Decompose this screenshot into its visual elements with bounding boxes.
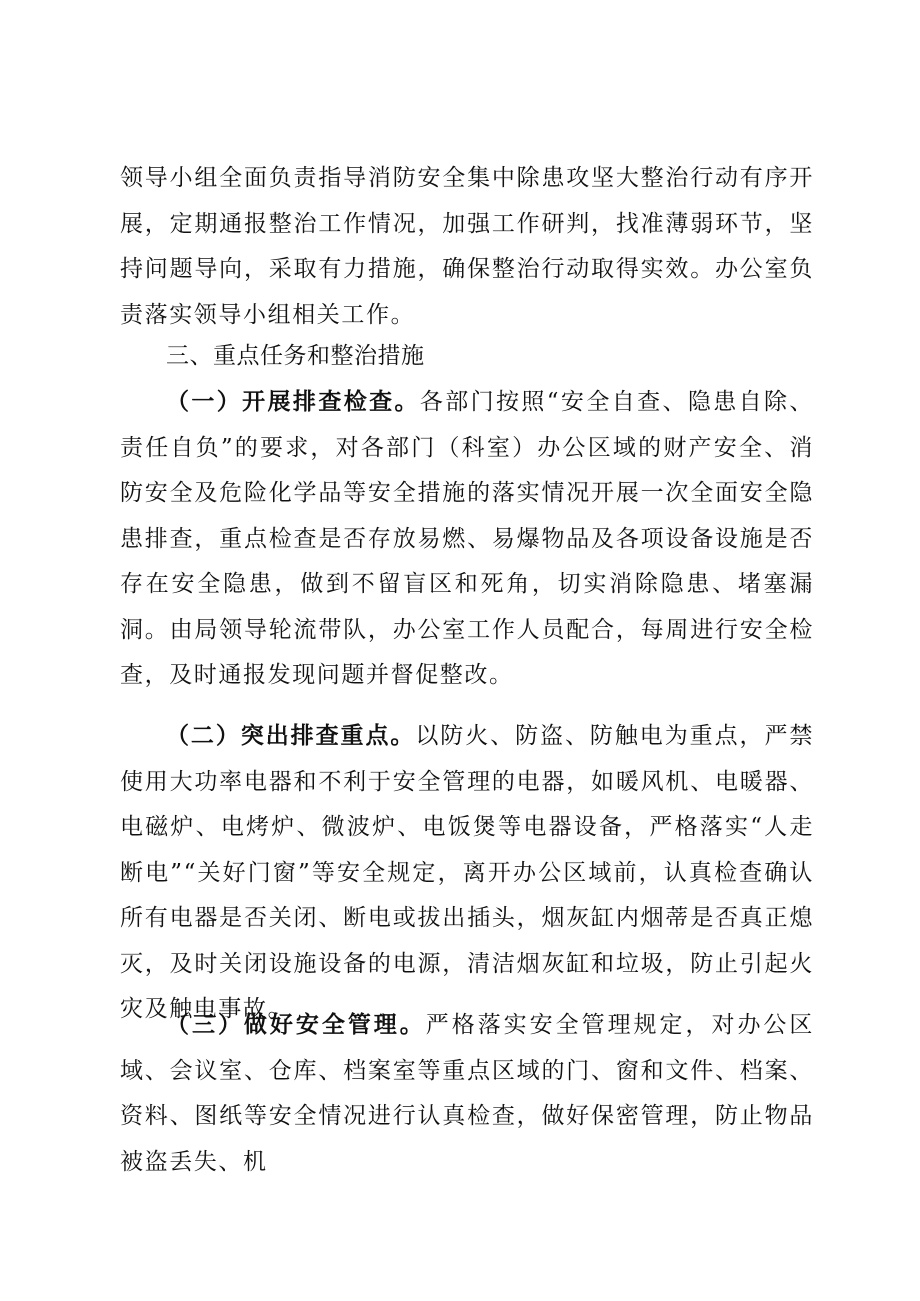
task-item-2 bbox=[120, 714, 814, 1033]
task-item-3-body: 严格落实安全管理规定，对办公区域、会议室、仓库、档案室等重点区域的门、窗和文件、档案、资料、图纸等安全情况进行认真检查，做好保密管理，防止物品被盗丢失、机 bbox=[120, 1012, 814, 1175]
task-item-2-lead: （二）突出排查重点。 bbox=[166, 723, 416, 749]
task-item-1-body: 各部门按照“安全自查、隐患自除、责任自负”的要求，对各部门（科室）办公区域的财产安全、消防安全及危险化学品等安全措施的落实情况开展一次全面安全隐患排查，重点检查是否存放易燃、易爆物品及各项设备设施是否存在安全隐患，做到不留盲区和死角，切实消除隐患、堵塞漏洞。由局领导轮流带队，办公室工作人员配合，每周进行安全检查，及时通报发现问题并督促整改。 bbox=[120, 389, 815, 688]
task-item-1 bbox=[120, 380, 814, 699]
task-item-1-lead: （一）开展排查检查。 bbox=[166, 389, 420, 415]
paragraph-continuation: 领导小组全面负责指导消防安全集中除患攻坚大整治行动有序开展，定期通报整治工作情况，加强工作研判，找准薄弱环节，坚持问题导向，采取有力措施，确保整治行动取得实效。办公室负责落实领导小组相关工作。 bbox=[120, 165, 814, 328]
section-heading: 三、重点任务和整治措施 bbox=[166, 343, 425, 369]
task-item-3-lead: （三）做好安全管理。 bbox=[166, 1012, 426, 1038]
task-item-3 bbox=[120, 1003, 814, 1185]
task-item-2-body: 以防火、防盗、防触电为重点，严禁使用大功率电器和不利于安全管理的电器，如暖风机、电暖器、电磁炉、电烤炉、微波炉、电饭煲等电器设备，严格落实“人走断电”“关好门窗”等安全规定，离开办公区域前，认真检查确认所有电器是否关闭、断电或拔出插头，烟灰缸内烟蒂是否真正熄灭，及时关闭设施设备的电源，清洁烟灰缸和垃圾，防止引起火灾及触电事故。 bbox=[120, 723, 814, 1022]
